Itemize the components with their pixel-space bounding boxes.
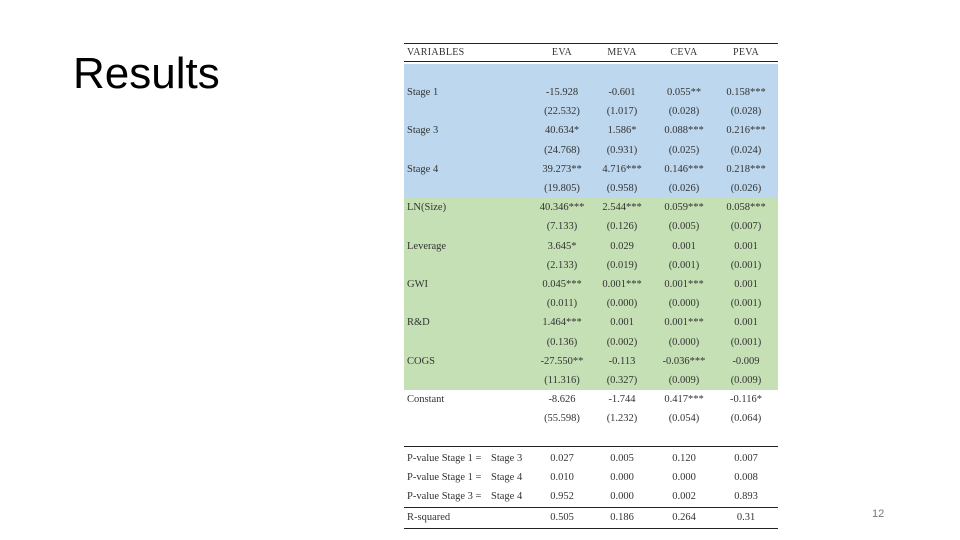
se-cell: (0.000) [606,298,638,310]
coef-cell: -15.928 [545,87,579,99]
rsquared-eva: 0.505 [550,512,574,524]
pvalue-stage: Stage 3 [491,453,523,465]
row-label: R&D [407,317,430,329]
se-cell: (0.011) [546,298,578,310]
table-row-se [404,333,778,352]
se-cell: (1.017) [606,106,638,118]
pvalue-row [404,449,778,468]
se-cell: (0.009) [730,375,762,387]
row-label: Stage 1 [407,87,439,99]
table-row [404,121,778,140]
coef-cell: 0.146*** [664,163,704,175]
coef-cell: -0.116* [730,394,762,406]
table-row-se [404,179,778,198]
coef-cell: 0.055** [666,87,702,99]
rsquared-meva: 0.186 [610,512,634,524]
coef-cell: 0.001*** [664,279,704,291]
row-label: Constant [407,394,445,406]
header-peva: PEVA [732,47,760,58]
coef-cell: 1.464*** [542,317,582,329]
pvalue-stage: Stage 4 [491,472,523,484]
table-row [404,198,778,217]
coef-cell: -0.113 [608,355,636,367]
page-number: 12 [872,508,885,520]
coef-cell: 0.001*** [602,279,642,291]
coef-cell: 0.001 [734,317,758,329]
pvalue-label: P-value Stage 1 = [407,453,482,465]
coef-cell: 39.273** [542,163,582,175]
pvalue-cell: 0.010 [550,472,574,484]
header-eva: EVA [551,47,573,58]
coef-cell: 40.346*** [539,202,585,214]
table-row [404,83,778,102]
se-cell: (1.232) [606,413,638,425]
se-cell: (0.001) [730,298,762,310]
coef-cell: 0.218*** [726,163,766,175]
se-cell: (0.009) [668,375,700,387]
regression-table [404,40,778,534]
se-cell: (22.532) [544,106,580,118]
coef-cell: 0.001 [734,240,758,252]
coef-cell: -0.601 [608,87,636,99]
se-cell: (0.026) [730,183,762,195]
se-cell: (0.126) [606,221,638,233]
se-cell: (0.000) [668,298,700,310]
pvalue-cell: 0.008 [734,472,758,484]
pvalue-cell: 0.005 [610,453,634,465]
rsquared-label: R-squared [407,512,451,524]
coef-cell: 0.029 [610,240,634,252]
pvalue-label: P-value Stage 1 = [407,472,482,484]
coef-cell: 40.634* [544,125,580,137]
row-label: Stage 4 [407,163,439,175]
header-meva: MEVA [607,47,637,58]
pvalue-cell: 0.002 [672,491,696,503]
se-cell: (0.000) [668,336,700,348]
coef-cell: 0.417*** [664,394,704,406]
table-bottom-rule [404,528,778,529]
table-row-se [404,409,778,428]
se-cell: (0.005) [668,221,700,233]
coef-cell: 0.216*** [726,125,766,137]
table-row [404,160,778,179]
rsquared-ceva: 0.264 [672,512,696,524]
coef-cell: -27.550** [540,355,584,367]
se-cell: (0.028) [730,106,762,118]
table-row [404,390,778,409]
se-cell: (0.064) [730,413,762,425]
coef-cell: 0.088*** [664,125,704,137]
coef-cell: -0.009 [732,355,760,367]
se-cell: (0.001) [730,259,762,271]
header-ceva: CEVA [670,47,698,58]
table-row [404,275,778,294]
pvalue-cell: 0.007 [734,453,758,465]
row-label: Leverage [407,240,447,252]
coef-cell: 2.544*** [602,202,642,214]
table-row-se [404,371,778,390]
se-cell: (0.327) [606,375,638,387]
pvalue-row [404,468,778,487]
se-cell: (0.136) [546,336,578,348]
table-row-se [404,217,778,236]
coef-cell: 1.586* [607,125,637,137]
pvalue-cell: 0.000 [610,491,634,503]
coef-cell: 0.001*** [664,317,704,329]
se-cell: (0.025) [668,144,700,156]
se-cell: (0.001) [730,336,762,348]
se-cell: (2.133) [546,259,578,271]
table-header-row [404,44,778,61]
coef-cell: 0.001 [610,317,634,329]
se-cell: (0.019) [606,259,638,271]
pvalue-cell: 0.952 [550,491,574,503]
table-row-se [404,294,778,313]
se-cell: (0.028) [668,106,700,118]
se-cell: (0.001) [668,259,700,271]
rsquared-peva: 0.31 [736,512,756,524]
row-label: COGS [407,355,436,367]
coef-cell: -0.036*** [662,355,706,367]
coef-cell: 0.001 [734,279,758,291]
se-cell: (0.007) [730,221,762,233]
row-label: GWI [407,279,428,291]
row-label: LN(Size) [407,202,447,214]
pvalue-top-rule [404,446,778,447]
se-cell: (0.002) [606,336,638,348]
se-cell: (0.054) [668,413,700,425]
coef-cell: 0.158*** [726,87,766,99]
se-cell: (7.133) [546,221,578,233]
pvalue-label: P-value Stage 3 = [407,491,482,503]
table-row [404,352,778,371]
pvalue-cell: 0.027 [550,453,574,465]
coef-cell: 0.058*** [726,202,766,214]
se-cell: (0.026) [668,183,700,195]
coef-cell: 0.059*** [664,202,704,214]
row-label: Stage 3 [407,125,439,137]
table-header-rule [404,61,778,62]
pvalue-stage: Stage 4 [491,491,523,503]
rsquared-row [404,508,778,527]
se-cell: (0.958) [606,183,638,195]
se-cell: (19.805) [544,183,580,195]
coef-cell: -1.744 [608,394,636,406]
coef-cell: 4.716*** [602,163,642,175]
header-variables: VARIABLES [407,47,465,58]
pvalue-cell: 0.000 [610,472,634,484]
table-row-se [404,141,778,160]
coef-cell: 3.645* [547,240,577,252]
table-row [404,237,778,256]
pvalue-cell: 0.120 [672,453,696,465]
table-row-se [404,256,778,275]
se-cell: (0.024) [730,144,762,156]
pvalue-cell: 0.000 [672,472,696,484]
slide-title: Results [73,49,220,98]
table-row-se [404,102,778,121]
se-cell: (11.316) [544,375,580,387]
coef-cell: 0.001 [672,240,696,252]
coef-cell: -8.626 [548,394,576,406]
coef-cell: 0.045*** [542,279,582,291]
se-cell: (0.931) [606,144,638,156]
se-cell: (24.768) [544,144,580,156]
pvalue-cell: 0.893 [734,491,758,503]
pvalue-row [404,487,778,506]
se-cell: (55.598) [544,413,580,425]
table-row [404,313,778,332]
